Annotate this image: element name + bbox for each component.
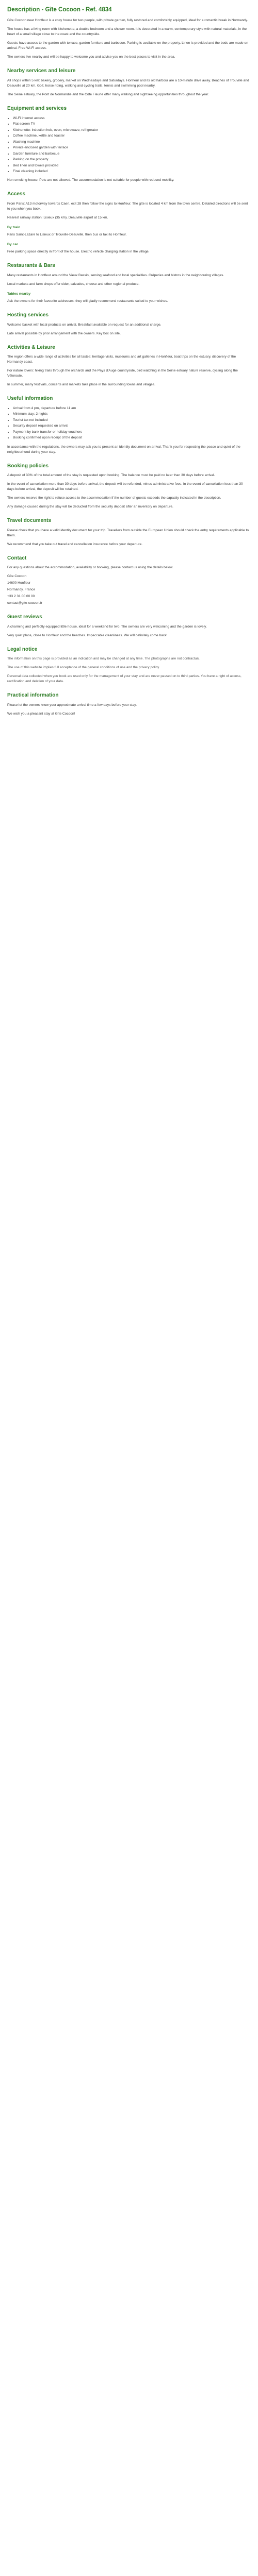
section-paragraph: The information on this page is provided as an indication and may be changed at any time. The photographs are not contractual. bbox=[7, 657, 201, 661]
section-paragraph: In the event of cancellation more than 30 days before arrival, the deposit will be refunded, minus administrative fees. In the event of cancellation less than 30 days before arrival, the deposit will be retained. bbox=[7, 482, 243, 492]
section-heading: Equipment and services bbox=[7, 106, 67, 112]
section-hosting bbox=[7, 312, 251, 336]
section-paragraph: Non-smoking house. Pets are not allowed. The accommodation is not suitable for people with reduced mobility. bbox=[7, 178, 174, 182]
section-paragraph: Nearest railway station: Lisieux (35 km). Deauville airport at 15 km. bbox=[7, 215, 108, 219]
intro bbox=[7, 18, 251, 60]
section-heading: Access bbox=[7, 191, 26, 197]
section-equipment bbox=[7, 106, 251, 183]
address-line: Gîte Cocoon bbox=[7, 574, 27, 579]
section-heading: Useful information bbox=[7, 396, 53, 402]
address-line: Normandy, France bbox=[7, 588, 36, 592]
section-paragraph: Late arrival possible by prior arrangement with the owners. Key box on site. bbox=[7, 331, 121, 335]
list-item: • Wi-Fi internet access bbox=[13, 116, 251, 121]
section-paragraph: Local markets and farm shops offer cider, calvados, cheese and other regional produce. bbox=[7, 282, 140, 286]
section-paragraph: A deposit of 30% of the total amount of the stay is requested upon booking. The balance must be paid no later than 30 days before arrival. bbox=[7, 473, 215, 478]
list-item: • Parking on the property bbox=[13, 157, 251, 162]
list-item: • Arrival from 4 pm, departure before 11 am bbox=[13, 406, 251, 411]
list-item: • Minimum stay: 2 nights bbox=[13, 412, 251, 417]
section-paragraph: Ask the owners for their favourite addresses: they will gladly recommend restaurants suited to your wishes. bbox=[7, 299, 168, 303]
section-heading: Activities & Leisure bbox=[7, 344, 55, 350]
list-item: • Final cleaning included bbox=[13, 169, 251, 174]
list-item: • Payment by bank transfer or holiday vouchers bbox=[13, 430, 251, 435]
section-services bbox=[7, 68, 251, 97]
equipment-list bbox=[7, 116, 251, 175]
list-item: • Garden furniture and barbecue bbox=[13, 151, 251, 157]
section-paragraph: Please let the owners know your approximate arrival time a few days before your stay. bbox=[7, 703, 137, 707]
section-paragraph: From Paris: A13 motorway towards Caen, exit 28 then follow the signs to Honfleur. The gîte is located 4 km from the town centre. Detailed directions will be sent to you when you book. bbox=[7, 201, 248, 211]
section-paragraph: We recommend that you take out travel and cancellation insurance before your departure. bbox=[7, 542, 142, 546]
subsection-heading: By car bbox=[7, 243, 18, 247]
list-item: • Kitchenette: induction hob, oven, microwave, refrigerator bbox=[13, 128, 251, 133]
section-useful-information bbox=[7, 396, 251, 454]
address-line: 14600 Honfleur bbox=[7, 581, 31, 585]
section-heading: Hosting services bbox=[7, 312, 49, 318]
list-item: • Security deposit requested on arrival bbox=[13, 423, 251, 429]
list-item: • Tourist tax not included bbox=[13, 418, 251, 423]
section-heading: Practical information bbox=[7, 692, 59, 699]
intro-paragraph: The owners live nearby and will be happy to welcome you and advise you on the best places to visit in the area. bbox=[7, 55, 175, 59]
section-paragraph: In accordance with the regulations, the owners may ask you to present an identity document on arrival. Thank you for respecting the peace and quiet of the neighbourhood during your stay. bbox=[7, 445, 240, 454]
section-paragraph: The region offers a wide range of activities for all tastes: heritage visits, museums and art galleries in Honfleur, boat trips on the estuary, discovery of the Normandy coast. bbox=[7, 355, 236, 364]
section-paragraph: Paris Saint-Lazare to Lisieux or Trouville-Deauville, then bus or taxi to Honfleur. bbox=[7, 233, 127, 237]
section-restaurants bbox=[7, 263, 251, 304]
subsection-heading: Tables nearby bbox=[7, 292, 31, 296]
section-activities bbox=[7, 345, 251, 388]
list-item: • Booking confirmed upon receipt of the deposit bbox=[13, 435, 251, 440]
section-paragraph: All shops within 5 km: bakery, grocery, market on Wednesdays and Saturdays. Honfleur and its old harbour are a 10-minute drive away. Beaches of Trouville and Deauville at 20 km. Golf, horse riding, walking and cycling trails, tennis and swimming pool nearby. bbox=[7, 78, 249, 88]
contact-phone[interactable]: +33 2 31 00 00 00 bbox=[7, 595, 35, 599]
section-legal-notice bbox=[7, 647, 251, 685]
section-paragraph: Please check that you have a valid identity document for your trip. Travellers from outside the European Union should check the entry requirements applicable to them. bbox=[7, 528, 249, 537]
section-heading: Legal notice bbox=[7, 646, 38, 652]
section-heading: Guest reviews bbox=[7, 614, 42, 620]
section-access bbox=[7, 191, 251, 255]
useful-info-list bbox=[7, 406, 251, 441]
section-paragraph: For nature lovers: hiking trails through the orchards and the Pays d'Auge countryside, bird watching in the Seine estuary nature reserve, cycling along the Véloroute. bbox=[7, 369, 238, 378]
section-paragraph: Personal data collected when you book are used only for the management of your stay and are never passed on to third parties. You have a right of access, rectification and deletion of your data. bbox=[7, 674, 241, 684]
section-paragraph: Many restaurants in Honfleur around the Vieux Bassin, serving seafood and local specialities. Crêperies and bistros in the neighbouring villages. bbox=[7, 273, 224, 277]
section-heading: Booking policies bbox=[7, 463, 49, 469]
section-paragraph: A charming and perfectly equipped little house, ideal for a weekend for two. The owners are very welcoming and the garden is lovely. bbox=[7, 624, 207, 629]
section-heading: Nearby services and leisure bbox=[7, 68, 76, 74]
list-item: • Bed linen and towels provided bbox=[13, 163, 251, 168]
section-paragraph: The use of this website implies full acceptance of the general conditions of use and the privacy policy. bbox=[7, 666, 160, 670]
list-item: • Private enclosed garden with terrace bbox=[13, 145, 251, 150]
intro-paragraph: Guests have access to the garden with terrace, garden furniture and barbecue. Parking is available on the property. Linen is provided and the beds are made on arrival. Free Wi-Fi access. bbox=[7, 41, 248, 50]
section-contact bbox=[7, 555, 251, 606]
contact-email[interactable]: contact@gite-cocoon.fr bbox=[7, 601, 42, 605]
list-item: • Flat-screen TV bbox=[13, 122, 251, 127]
section-paragraph: Very quiet place, close to Honfleur and the beaches. Impeccable cleanliness. We will definitely come back! bbox=[7, 633, 168, 637]
section-paragraph: The Seine estuary, the Pont de Normandie and the Côte Fleurie offer many walking and sightseeing opportunities throughout the year. bbox=[7, 93, 209, 96]
list-item: • Coffee machine, kettle and toaster bbox=[13, 133, 251, 139]
section-booking-policies bbox=[7, 463, 251, 510]
subsection-heading: By train bbox=[7, 225, 21, 229]
intro-paragraph: Gîte Cocoon near Honfleur is a cosy house for two people, with private garden, fully restored and comfortably equipped, ideal for a romantic break in Normandy. bbox=[7, 19, 248, 23]
section-paragraph: Welcome basket with local products on arrival. Breakfast available on request for an additional charge. bbox=[7, 323, 162, 327]
section-paragraph: The owners reserve the right to refuse access to the accommodation if the number of guests exceeds the capacity indicated in the description. bbox=[7, 496, 221, 500]
section-heading: Restaurants & Bars bbox=[7, 263, 55, 269]
intro-paragraph: The house has a living room with kitchenette, a double bedroom and a shower room. It is decorated in a warm, contemporary style with natural materials, in the heart of a small village close to the coast and the countryside. bbox=[7, 27, 247, 37]
page bbox=[0, 0, 258, 717]
section-paragraph: Any damage caused during the stay will be deducted from the security deposit after an inventory on departure. bbox=[7, 505, 173, 509]
contact-address bbox=[7, 574, 251, 606]
section-paragraph: We wish you a pleasant stay at Gîte Cocoon! bbox=[7, 711, 75, 716]
section-heading: Contact bbox=[7, 555, 27, 561]
section-paragraph: In summer, many festivals, concerts and markets take place in the surrounding towns and villages. bbox=[7, 383, 155, 387]
list-item: • Washing machine bbox=[13, 140, 251, 145]
page-title: Description - Gîte Cocoon - Ref. 4834 bbox=[7, 7, 112, 13]
section-travel-documents bbox=[7, 518, 251, 547]
section-practical-information bbox=[7, 692, 251, 717]
section-heading: Travel documents bbox=[7, 518, 52, 524]
section-paragraph: Free parking space directly in front of the house. Electric vehicle charging station in the village. bbox=[7, 250, 150, 254]
section-paragraph: For any questions about the accommodation, availability or booking, please contact us using the details below. bbox=[7, 566, 173, 570]
section-reviews bbox=[7, 614, 251, 638]
